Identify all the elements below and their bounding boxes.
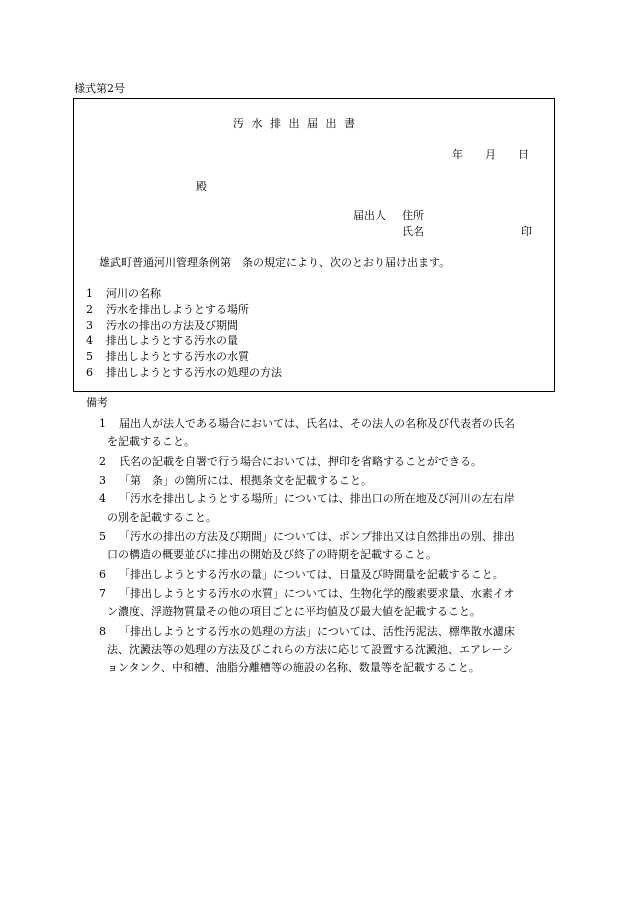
note-item: 4 「汚水を排出しようとする場所」については、排出口の所在地及び河川の左右岸: [99, 492, 515, 505]
note-continuation: の別を記載すること。: [107, 511, 217, 524]
note-continuation: ョンタンク、中和槽、油脂分離槽等の施設の名称、数量等を記載すること。: [107, 661, 480, 674]
list-item: 1 河川の名称: [86, 287, 161, 300]
list-item: 3 汚水の排出の方法及び期間: [86, 319, 238, 332]
list-item: 4 排出しようとする汚水の量: [86, 334, 238, 347]
note-item: 7 「排出しようとする汚水の水質」については、生物化学的酸素要求量、水素イオ: [99, 587, 515, 600]
form-title: 汚 水 排 出 届 出 書: [233, 117, 357, 130]
seal-label: 印: [521, 225, 532, 238]
note-item: 6 「排出しようとする汚水の量」については、日量及び時間量を記載すること。: [99, 568, 504, 581]
form-number: 様式第2号: [74, 82, 125, 95]
address-label: 住所: [402, 209, 424, 222]
declaration-text: 雄武町普通河川管理条例第 条の規定により、次のとおり届け出ます。: [99, 256, 451, 269]
note-item: 8 「排出しようとする汚水の処理の方法」については、活性汚泥法、標準散水濾床: [99, 625, 515, 638]
note-continuation: 法、沈澱法等の処理の方法及びこれらの方法に応じて設置する沈澱池、エアレーシ: [107, 643, 514, 656]
note-item: 5 「汚水の排出の方法及び期間」については、ポンプ排出又は自然排出の別、排出: [99, 530, 515, 543]
addressee-suffix: 殿: [196, 180, 207, 193]
note-continuation: ン濃度、浮遊物質量その他の項目ごとに平均値及び最大値を記載すること。: [107, 605, 481, 618]
applicant-label: 届出人: [353, 209, 386, 222]
notes-heading: 備考: [86, 396, 108, 409]
note-continuation: を記載すること。: [107, 435, 195, 448]
list-item: 5 排出しようとする汚水の水質: [86, 350, 249, 363]
note-item: 2 氏名の記載を自署で行う場合においては、押印を省略することができる。: [99, 455, 482, 468]
note-continuation: 口の構造の概要並びに排出の開始及び終了の時期を記載すること。: [107, 548, 437, 561]
list-item: 6 排出しようとする汚水の処理の方法: [86, 366, 282, 379]
note-item: 1 届出人が法人である場合においては、氏名は、その法人の名称及び代表者の氏名: [99, 417, 515, 430]
name-label: 氏名: [402, 225, 424, 238]
note-item: 3 「第 条」の箇所には、根拠条文を記載すること。: [99, 474, 372, 487]
list-item: 2 汚水を排出しようとする場所: [86, 303, 249, 316]
date-line: 年 月 日: [452, 148, 529, 161]
